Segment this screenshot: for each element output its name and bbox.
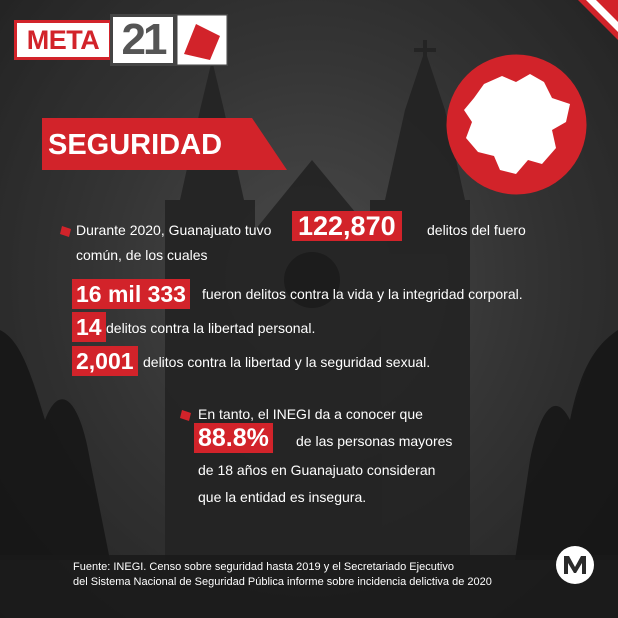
bullet-icon xyxy=(180,410,191,421)
stats-liberty-text: delitos contra la libertad personal. xyxy=(106,320,316,336)
survey-line4: que la entidad es insegura. xyxy=(198,489,367,505)
stats-life-text: fueron delitos contra la vida y la integridad corporal. xyxy=(202,286,523,302)
survey-percent-highlight: 88.8% xyxy=(194,423,273,453)
section-title: SEGURIDAD xyxy=(48,129,223,161)
section-title-band xyxy=(42,118,287,170)
source-note xyxy=(73,560,492,590)
meta21-logo xyxy=(14,14,214,66)
stats-liberty-highlight: 14 xyxy=(72,312,106,342)
stats-intro-after: delitos del fuero xyxy=(427,222,526,238)
stats-intro-line2: común, de los cuales xyxy=(76,247,208,263)
source-line-2: del Sistema Nacional de Seguridad Pública informe sobre incidencia delictiva de 2020 xyxy=(73,576,492,588)
stats-sexual-text: delitos contra la libertad y la seguridad sexual. xyxy=(143,354,431,370)
stats-life-highlight: 16 mil 333 xyxy=(72,279,190,309)
bullet-icon xyxy=(60,226,71,237)
corner-fold-icon xyxy=(578,0,618,40)
logo-number-text: 21 xyxy=(110,14,176,66)
stats-sexual-highlight: 2,001 xyxy=(72,346,138,376)
survey-line2: de las personas mayores xyxy=(296,433,453,449)
survey-line1: En tanto, el INEGI da a conocer que xyxy=(198,406,423,422)
survey-line3: de 18 años en Guanajuato consideran xyxy=(198,462,436,478)
stats-total-highlight: 122,870 xyxy=(292,211,402,241)
milenio-m-icon xyxy=(555,545,595,585)
stats-intro-before: Durante 2020, Guanajuato tuvo xyxy=(76,222,272,238)
source-line-1: Fuente: INEGI. Censo sobre seguridad hasta 2019 y el Secretariado Ejecutivo xyxy=(73,561,454,573)
guanajuato-map-icon xyxy=(444,52,589,197)
logo-meta-text: META xyxy=(14,20,112,60)
logo-mark-icon xyxy=(176,14,228,66)
